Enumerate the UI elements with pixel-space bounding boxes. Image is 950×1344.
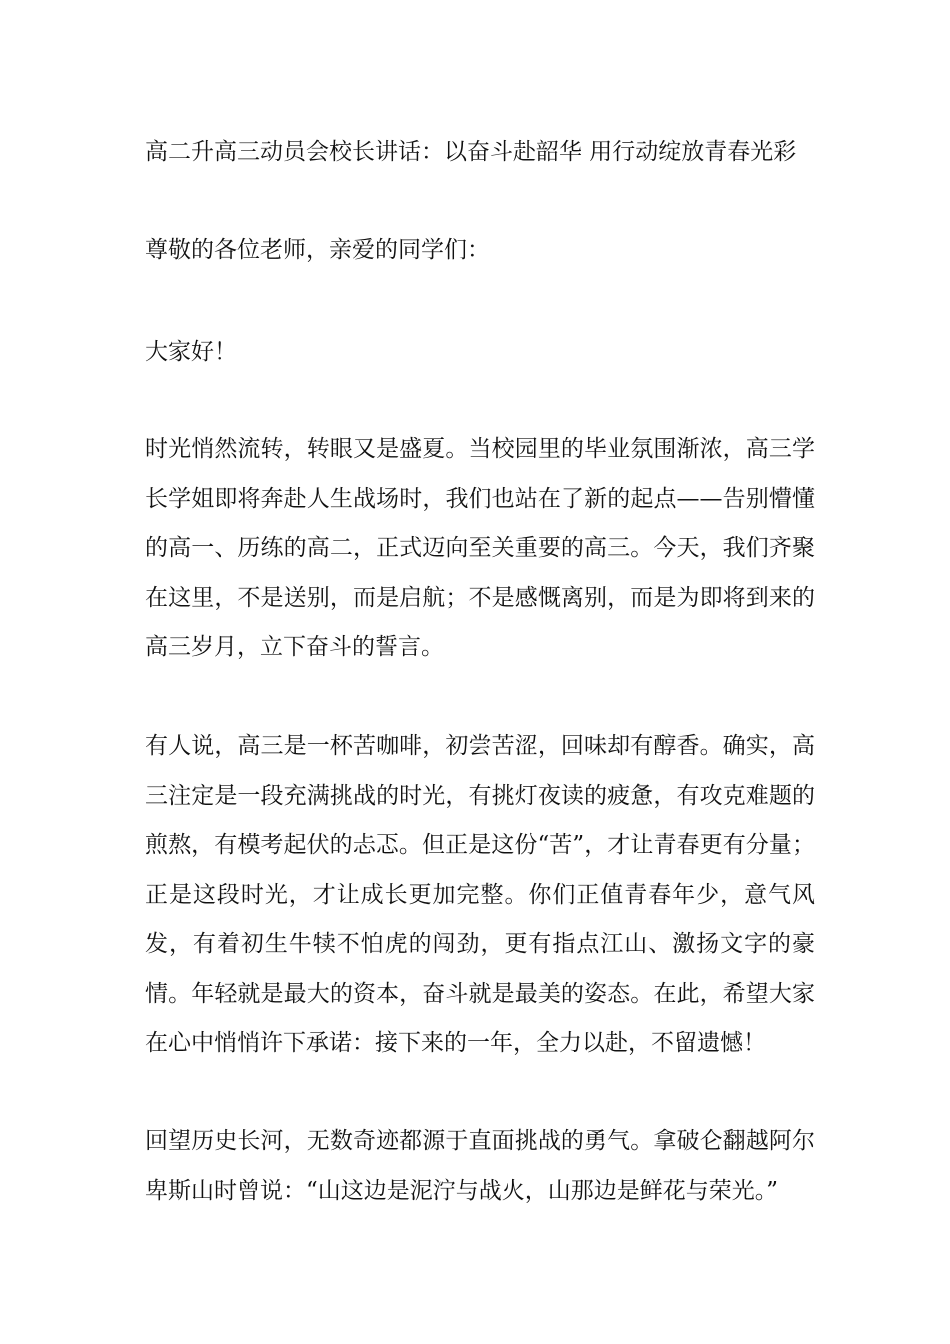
paragraph-1: 时光悄然流转，转眼又是盛夏。当校园里的毕业氛围渐浓，高三学长学姐即将奔赴人生战场时，我们也站在了新的起点——告别懵懂的高一、历练的高二，正式迈向至关重要的高三。今天，我们齐聚在这里，不是送别，而是启航；不是感慨离别，而是为即将到来的高三岁月，立下奋斗的誓言。 — [145, 436, 815, 660]
paragraph-2: 有人说，高三是一杯苦咖啡，初尝苦涩，回味却有醇香。确实，高三注定是一段充满挑战的时光，有挑灯夜读的疲惫，有攻克难题的煎熬，有模考起伏的忐忑。但正是这份“苦”，才让青春更有分量；正是这段时光，才让成长更加完整。你们正值青春年少，意气风发，有着初生牛犊不怕虎的闯劲，更有指点江山、激扬文字的豪情。年轻就是最大的资本，奋斗就是最美的姿态。在此，希望大家在心中悄悄许下承诺：接下来的一年，全力以赴，不留遗憾！ — [145, 733, 815, 1056]
paragraph-3: 回望历史长河，无数奇迹都源于直面挑战的勇气。拿破仑翻越阿尔卑斯山时曾说：“山这边是泥泞与战火，山那边是鲜花与荣光。” — [145, 1128, 815, 1204]
hello-line: 大家好！ — [145, 339, 237, 365]
document-title: 高二升高三动员会校长讲话：以奋斗赴韶华 用行动绽放青春光彩 — [145, 139, 797, 165]
greeting-line: 尊敬的各位老师，亲爱的同学们： — [145, 237, 490, 263]
